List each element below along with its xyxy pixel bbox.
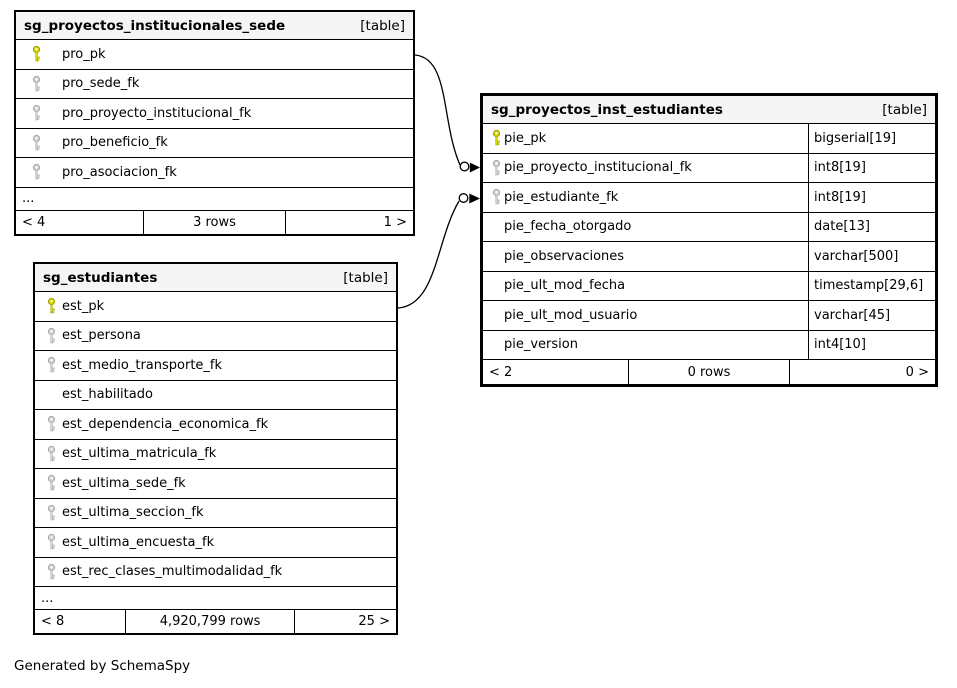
footer-parents-count: 25 > xyxy=(358,614,390,629)
column-name: est_ultima_sede_fk xyxy=(62,475,186,491)
column-row-pro_pk xyxy=(16,40,413,70)
connector-zero-circle xyxy=(459,194,468,203)
column-name: est_habilitado xyxy=(62,387,153,403)
column-name: pie_fecha_otorgado xyxy=(504,219,632,235)
column-name: pie_version xyxy=(504,337,578,353)
column-row-est_ultima_sede_fk xyxy=(35,469,396,499)
table-title: sg_proyectos_institucionales_sede xyxy=(24,17,286,34)
column-row-pro_sede_fk xyxy=(16,70,413,100)
foreign-key-icon xyxy=(491,159,502,176)
foreign-key-icon xyxy=(31,75,42,92)
column-row-pie_ult_mod_usuario xyxy=(483,301,935,331)
column-row-pie_proyecto_institucional_fk xyxy=(483,154,935,184)
foreign-key-icon xyxy=(491,189,502,206)
foreign-key-icon xyxy=(46,563,57,580)
footer-parents-count: 1 > xyxy=(383,214,407,230)
column-row-est_dependencia_economica_fk xyxy=(35,410,396,440)
column-type: bigserial[19] xyxy=(808,124,935,153)
connector-arrowhead-icon xyxy=(469,194,480,204)
column-name: pie_observaciones xyxy=(504,248,625,264)
column-name: pie_ult_mod_usuario xyxy=(504,307,638,323)
column-name: est_pk xyxy=(62,298,105,314)
column-type: varchar[45] xyxy=(808,301,935,330)
table-header[interactable] xyxy=(35,264,396,292)
column-row-pie_observaciones xyxy=(483,242,935,272)
column-row-pie_fecha_otorgado xyxy=(483,213,935,243)
column-name: pie_pk xyxy=(504,130,547,146)
column-row-est_ultima_encuesta_fk xyxy=(35,528,396,558)
column-row-pro_beneficio_fk xyxy=(16,129,413,159)
column-row-est_habilitado xyxy=(35,381,396,411)
column-row-est_ultima_seccion_fk xyxy=(35,499,396,529)
table-sg_proyectos_institucionales_sede xyxy=(14,10,415,236)
foreign-key-icon xyxy=(46,475,57,492)
column-row-est_rec_clases_multimodalidad_fk xyxy=(35,558,396,588)
column-name: pro_proyecto_institucional_fk xyxy=(62,105,252,121)
generated-by-note: Generated by SchemaSpy xyxy=(14,658,191,674)
foreign-key-icon xyxy=(31,134,42,151)
foreign-key-icon xyxy=(46,534,57,551)
foreign-key-icon xyxy=(46,504,57,521)
no-key-spacer xyxy=(491,248,502,265)
column-name: est_ultima_seccion_fk xyxy=(62,505,204,521)
table-header[interactable] xyxy=(16,12,413,40)
column-name: est_ultima_matricula_fk xyxy=(62,446,217,462)
primary-key-icon xyxy=(491,130,502,147)
foreign-key-icon xyxy=(46,357,57,374)
column-name: est_medio_transporte_fk xyxy=(62,357,223,373)
table-sg_proyectos_inst_estudiantes xyxy=(480,93,938,387)
no-key-spacer xyxy=(491,277,502,294)
primary-key-icon xyxy=(46,298,57,315)
foreign-key-icon xyxy=(31,164,42,181)
connector-zero-circle xyxy=(460,162,469,171)
table-footer xyxy=(483,360,935,384)
column-type: timestamp[29,6] xyxy=(808,272,935,301)
column-row-est_ultima_matricula_fk xyxy=(35,440,396,470)
column-name: pro_sede_fk xyxy=(62,76,140,92)
column-row-pie_version xyxy=(483,331,935,361)
column-name: pro_pk xyxy=(62,46,106,62)
column-row-est_pk xyxy=(35,292,396,322)
footer-row-count: 3 rows xyxy=(143,211,286,234)
table-footer xyxy=(35,610,396,633)
foreign-key-icon xyxy=(46,327,57,344)
more-columns-ellipsis: ... xyxy=(35,587,396,610)
column-name: pro_asociacion_fk xyxy=(62,164,177,180)
no-key-spacer xyxy=(491,307,502,324)
column-name: est_rec_clases_multimodalidad_fk xyxy=(62,564,283,580)
column-name: pie_estudiante_fk xyxy=(504,189,619,205)
connector-arrowhead-icon xyxy=(470,163,480,173)
no-key-spacer xyxy=(491,336,502,353)
primary-key-icon xyxy=(31,46,42,63)
footer-children-count: < 4 xyxy=(22,214,46,230)
column-name: pie_ult_mod_fecha xyxy=(504,278,626,294)
footer-row-count: 0 rows xyxy=(628,360,791,384)
table-header[interactable] xyxy=(483,96,935,124)
table-title: sg_estudiantes xyxy=(43,269,158,286)
column-name: est_dependencia_economica_fk xyxy=(62,416,269,432)
footer-parents-count: 0 > xyxy=(905,364,929,380)
column-name: est_persona xyxy=(62,328,141,344)
column-row-pie_estudiante_fk xyxy=(483,183,935,213)
footer-children-count: < 8 xyxy=(41,614,65,629)
footer-children-count: < 2 xyxy=(489,364,513,380)
column-type: int4[10] xyxy=(808,331,935,360)
column-type: int8[19] xyxy=(808,154,935,183)
foreign-key-icon xyxy=(46,445,57,462)
column-name: pie_proyecto_institucional_fk xyxy=(504,160,692,176)
column-row-pie_ult_mod_fecha xyxy=(483,272,935,302)
column-row-est_persona xyxy=(35,322,396,352)
column-row-pro_proyecto_institucional_fk xyxy=(16,99,413,129)
more-columns-ellipsis: ... xyxy=(16,188,413,211)
table-title: sg_proyectos_inst_estudiantes xyxy=(491,101,723,118)
column-name: pro_beneficio_fk xyxy=(62,135,168,151)
table-type-badge: [table] xyxy=(343,269,388,286)
foreign-key-icon xyxy=(31,105,42,122)
table-footer xyxy=(16,211,413,234)
column-type: varchar[500] xyxy=(808,242,935,271)
footer-row-count: 4,920,799 rows xyxy=(125,610,295,633)
table-type-badge: [table] xyxy=(882,101,927,118)
relationship-connector-pro-pk xyxy=(415,55,480,173)
foreign-key-icon xyxy=(46,416,57,433)
column-row-pro_asociacion_fk xyxy=(16,158,413,188)
column-row-est_medio_transporte_fk xyxy=(35,351,396,381)
column-name: est_ultima_encuesta_fk xyxy=(62,534,215,550)
no-key-spacer xyxy=(46,386,57,403)
no-key-spacer xyxy=(491,218,502,235)
column-type: int8[19] xyxy=(808,183,935,212)
column-type: date[13] xyxy=(808,213,935,242)
table-type-badge: [table] xyxy=(360,17,405,34)
table-sg_estudiantes xyxy=(33,262,398,635)
column-row-pie_pk xyxy=(483,124,935,154)
